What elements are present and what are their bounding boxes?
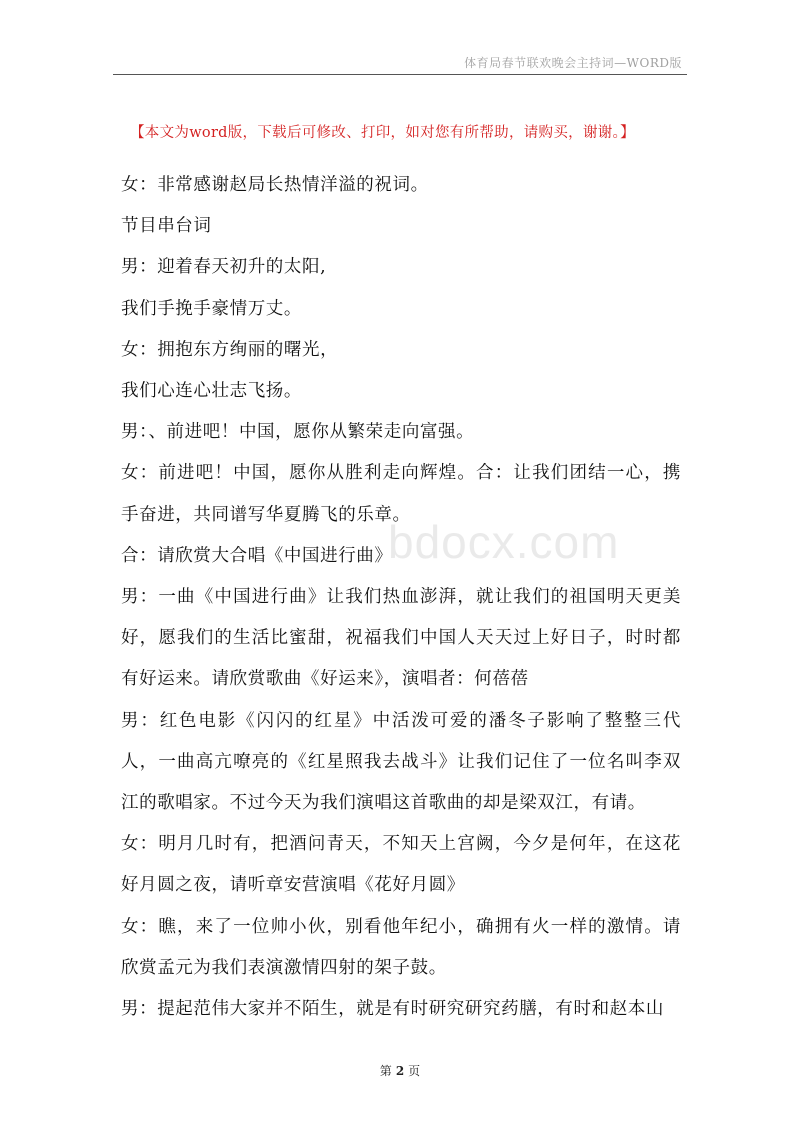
paragraph: 女：明月几时有，把酒问青天，不知天上宫阙，今夕是何年，在这花好月圆之夜，请听章安营演唱《花好月圆》 (121, 834, 681, 896)
paragraph: 男：一曲《中国进行曲》让我们热血澎湃，就让我们的祖国明天更美好，愿我们的生活比蜜甜，祝福我们中国人天天过上好日子，时时都有好运来。请欣赏歌曲《好运来》，演唱者：何蓓蓓 (121, 587, 681, 690)
paragraph: 男：迎着春天初升的太阳, (121, 257, 327, 278)
document-body (121, 165, 681, 1030)
paragraph: 男：、前进吧！中国，愿你从繁荣走向富强。 (121, 422, 475, 443)
page-label-suffix: 页 (408, 1064, 421, 1078)
paragraph: 女：瞧，来了一位帅小伙，别看他年纪小，确拥有火一样的激情。请欣赏孟元为我们表演激情四射的架子鼓。 (121, 916, 681, 978)
header-divider (113, 74, 687, 75)
paragraph: 女：非常感谢赵局长热情洋溢的祝词。 (121, 175, 429, 195)
paragraph: 女：拥抱东方绚丽的曙光， (121, 339, 339, 360)
paragraph: 女：前进吧！中国，愿你从胜利走向辉煌。合：让我们团结一心，携手奋进，共同谱写华夏腾飞的乐章。 (121, 463, 681, 525)
page-label-prefix: 第 (379, 1064, 392, 1078)
paragraph: 男：提起范伟大家并不陌生，就是有时研究研究药膳，有时和赵本山 (121, 999, 664, 1020)
watermark: bdocx.com (388, 516, 620, 568)
page-number: 2 (395, 1064, 405, 1078)
paragraph: 我们手挽手豪情万丈。 (121, 298, 302, 319)
paragraph: 我们心连心壮志飞扬。 (121, 381, 302, 402)
running-header-title: 体育局春节联欢晚会主持词—WORD版 (464, 56, 682, 70)
paragraph: 合：请欣赏大合唱《中国进行曲》 (121, 545, 393, 566)
paragraph: 男：红色电影《闪闪的红星》中活泼可爱的潘冬子影响了整整三代人，一曲高亢嘹亮的《红星照我去战斗》让我们记住了一位名叫李双江的歌唱家。不过今天为我们演唱这首歌曲的却是梁双江，有请。 (121, 710, 681, 814)
page-footer (0, 1062, 800, 1079)
paragraph: 节目串台词 (121, 216, 212, 237)
download-notice: 【本文为word版，下载后可修改、打印，如对您有所帮助，请购买，谢谢。】 (130, 125, 635, 141)
